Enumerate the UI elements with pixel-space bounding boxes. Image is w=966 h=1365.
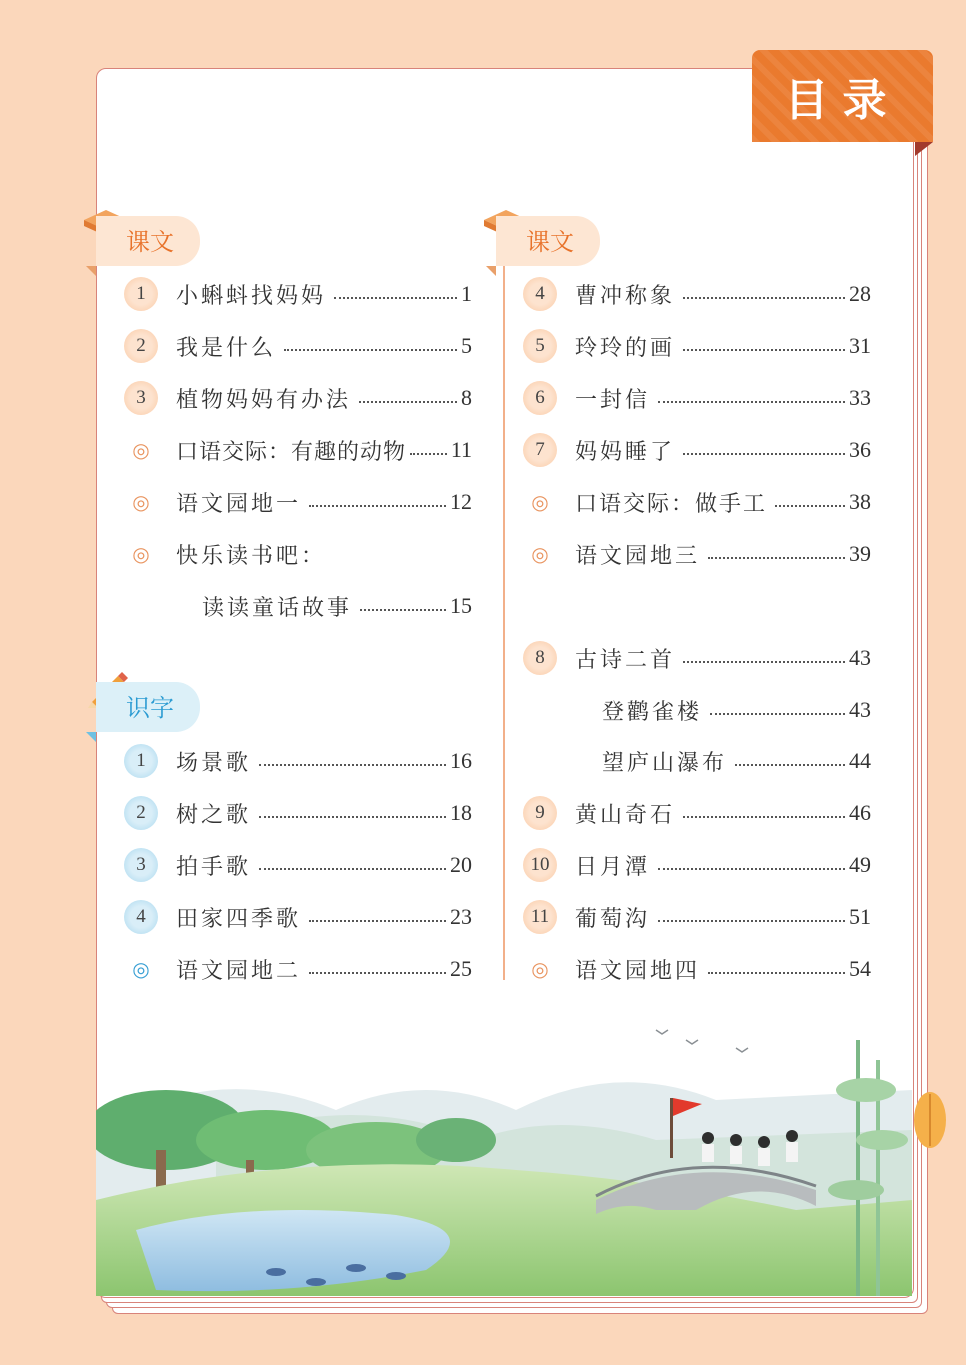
lesson-number: 11: [523, 900, 557, 934]
entry-title: 树之歌: [176, 802, 252, 828]
dot-leader: [708, 557, 845, 559]
entry-title: 快乐读书吧：: [176, 543, 327, 569]
toc-entry[interactable]: [124, 276, 472, 312]
page-number: 33: [849, 385, 871, 410]
toc-entry[interactable]: [523, 640, 871, 676]
page-number: 11: [450, 437, 472, 462]
lesson-number: 9: [523, 796, 557, 830]
dot-leader: [309, 920, 446, 922]
contents-title-tab: [752, 50, 933, 142]
lesson-number: 4: [124, 900, 158, 934]
circle-marker-icon: ◎: [531, 490, 549, 514]
section-tag-corner: [86, 732, 96, 742]
circle-marker-icon: ◎: [132, 957, 150, 981]
circle-marker-icon: ◎: [531, 957, 549, 981]
dot-leader: [683, 453, 845, 455]
landscape-illustration: [96, 1000, 912, 1296]
dot-leader: [284, 349, 457, 351]
entry-title: 语文园地四: [575, 958, 701, 984]
toc-entry[interactable]: [523, 536, 871, 572]
toc-entry[interactable]: [523, 795, 871, 831]
lesson-number: 3: [124, 381, 158, 415]
dot-leader: [683, 297, 845, 299]
page-number: 25: [450, 956, 472, 981]
page-number: 8: [461, 385, 472, 410]
toc-entry[interactable]: [523, 380, 871, 416]
page-number: 20: [450, 852, 472, 877]
dot-leader: [658, 868, 845, 870]
toc-entry[interactable]: [124, 432, 472, 468]
entry-title: 曹冲称象: [575, 283, 676, 309]
dot-leader: [658, 920, 845, 922]
lesson-number: 10: [523, 848, 557, 882]
entry-title: 一封信: [575, 387, 651, 413]
page-number: 36: [849, 437, 871, 462]
lesson-number: 6: [523, 381, 557, 415]
entry-title: 望庐山瀑布: [602, 750, 728, 776]
page-title: 目录: [784, 75, 901, 126]
lesson-number: 2: [124, 329, 158, 363]
dot-leader: [683, 816, 845, 818]
entry-title: 小蝌蚪找妈妈: [176, 283, 327, 309]
page-number: 23: [450, 904, 472, 929]
toc-entry[interactable]: [124, 484, 472, 520]
lesson-number: 3: [124, 848, 158, 882]
toc-entry[interactable]: [523, 899, 871, 935]
toc-entry[interactable]: [523, 276, 871, 312]
page-number: 46: [849, 800, 871, 825]
section-tag-corner: [486, 266, 496, 276]
dot-leader: [683, 661, 845, 663]
entry-title: 黄山奇石: [575, 802, 676, 828]
dot-leader: [775, 505, 845, 507]
toc-entry[interactable]: [584, 692, 871, 728]
entry-title: 植物妈妈有办法: [176, 387, 352, 413]
entry-title: 我是什么: [176, 335, 277, 361]
section-tag-corner: [86, 266, 96, 276]
toc-entry[interactable]: [124, 536, 472, 572]
toc-entry[interactable]: [124, 380, 472, 416]
dot-leader: [309, 972, 446, 974]
page-number: 44: [849, 748, 871, 773]
page-number: 12: [450, 489, 472, 514]
lesson-number: 1: [124, 744, 158, 778]
dot-leader: [683, 349, 845, 351]
entry-title: 场景歌: [176, 750, 252, 776]
entry-title: 葡萄沟: [575, 906, 651, 932]
page-number: 16: [450, 748, 472, 773]
lesson-number: 2: [124, 796, 158, 830]
toc-entry[interactable]: [124, 795, 472, 831]
entry-title: 读读童话故事: [202, 595, 353, 621]
lesson-number: 8: [523, 641, 557, 675]
toc-entry[interactable]: [523, 847, 871, 883]
toc-entry[interactable]: [124, 951, 472, 987]
dot-leader: [735, 764, 845, 766]
page-number: 49: [849, 852, 871, 877]
circle-marker-icon: ◎: [132, 542, 150, 566]
entry-title: 口语交际：做手工: [575, 491, 768, 517]
dot-leader: [658, 401, 845, 403]
page-number: 43: [849, 697, 871, 722]
dot-leader: [334, 297, 457, 299]
toc-entry[interactable]: [124, 743, 472, 779]
entry-title: 语文园地一: [176, 491, 302, 517]
entry-title: 日月潭: [575, 854, 651, 880]
dot-leader: [710, 713, 845, 715]
page-number: 18: [450, 800, 472, 825]
dot-leader: [259, 868, 446, 870]
entry-title: 口语交际：有趣的动物: [176, 439, 407, 465]
leaf-icon: [910, 1088, 950, 1152]
section-tag-lessons: 课文: [96, 216, 200, 266]
dot-leader: [359, 401, 457, 403]
page-number: 38: [849, 489, 871, 514]
lesson-number: 7: [523, 433, 557, 467]
circle-marker-icon: ◎: [531, 542, 549, 566]
entry-title: 古诗二首: [575, 647, 676, 673]
dot-leader: [360, 609, 446, 611]
circle-marker-icon: ◎: [132, 490, 150, 514]
dot-leader: [410, 453, 447, 455]
entry-title: 语文园地二: [176, 958, 302, 984]
lesson-number: 4: [523, 277, 557, 311]
toc-entry[interactable]: [124, 328, 472, 364]
toc-entry[interactable]: [523, 484, 871, 520]
entry-title: 妈妈睡了: [575, 439, 676, 465]
dot-leader: [309, 505, 446, 507]
dot-leader: [259, 816, 446, 818]
entry-title: 语文园地三: [575, 543, 701, 569]
toc-entry[interactable]: [124, 847, 472, 883]
toc-entry[interactable]: [523, 951, 871, 987]
page-number: 5: [461, 333, 472, 358]
toc-entry[interactable]: [584, 743, 871, 779]
toc-entry[interactable]: [523, 328, 871, 364]
section-tag-lessons: 课文: [496, 216, 600, 266]
page-number: 31: [849, 333, 871, 358]
toc-entry[interactable]: [124, 899, 472, 935]
entry-title: 田家四季歌: [176, 906, 302, 932]
section-tag-literacy: 识字: [96, 682, 200, 732]
column-divider: [503, 266, 505, 980]
page-number: 15: [450, 593, 472, 618]
toc-entry[interactable]: [184, 588, 472, 624]
page-number: 1: [461, 281, 472, 306]
circle-marker-icon: ◎: [132, 438, 150, 462]
page-number: 39: [849, 541, 871, 566]
toc-entry[interactable]: [523, 432, 871, 468]
entry-title: 玲玲的画: [575, 335, 676, 361]
lesson-number: 5: [523, 329, 557, 363]
entry-title: 拍手歌: [176, 854, 252, 880]
page-number: 28: [849, 281, 871, 306]
dot-leader: [708, 972, 845, 974]
page-number: 54: [849, 956, 871, 981]
title-tab-fold: [915, 142, 933, 156]
page-number: 43: [849, 645, 871, 670]
entry-title: 登鹳雀楼: [602, 699, 703, 725]
page-number: 51: [849, 904, 871, 929]
lesson-number: 1: [124, 277, 158, 311]
dot-leader: [259, 764, 446, 766]
